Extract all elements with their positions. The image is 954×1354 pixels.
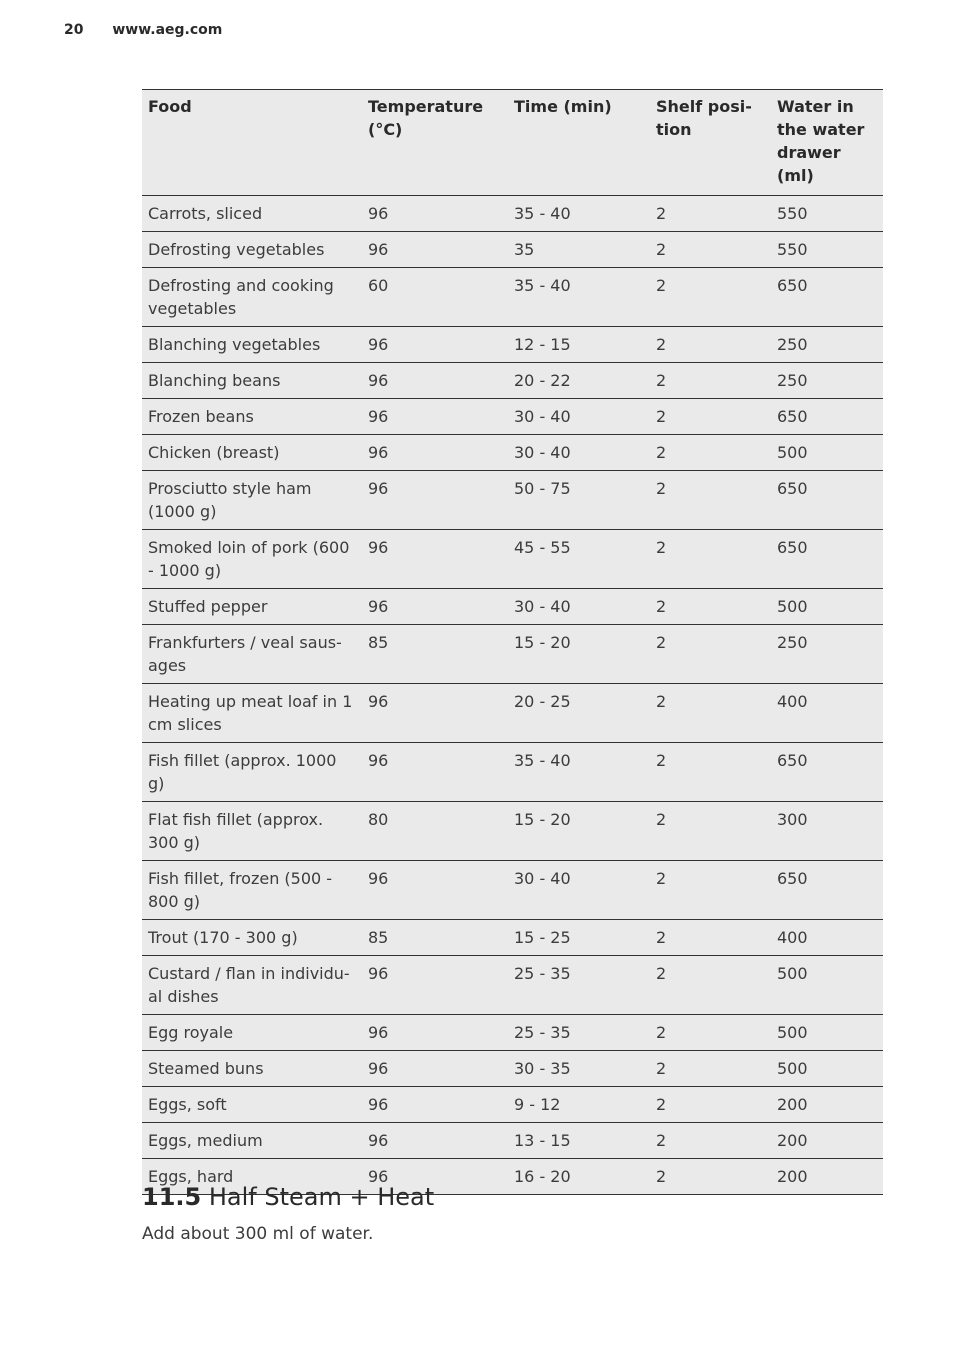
cell-food: Defrosting and cooking vegetables	[148, 276, 334, 318]
table-row	[142, 743, 883, 802]
cell-temperature: 96	[368, 479, 389, 498]
cell-shelf-position: 2	[656, 1131, 667, 1150]
cell-food: Heating up meat loaf in 1 cm slices	[148, 692, 353, 734]
table-row	[142, 1087, 883, 1123]
cell-shelf-position: 2	[656, 479, 667, 498]
cell-time: 15 - 25	[514, 928, 571, 947]
cell-water: 250	[777, 335, 808, 354]
cell-food: Eggs, soft	[148, 1095, 227, 1114]
cell-time: 20 - 22	[514, 371, 571, 390]
cell-temperature: 85	[368, 928, 389, 947]
table-row	[142, 399, 883, 435]
cell-time: 35 - 40	[514, 204, 571, 223]
cell-water: 200	[777, 1095, 808, 1114]
cell-time: 12 - 15	[514, 335, 571, 354]
cell-water: 500	[777, 1023, 808, 1042]
table-row	[142, 1123, 883, 1159]
cell-shelf-position: 2	[656, 964, 667, 983]
cell-water: 400	[777, 692, 808, 711]
cell-time: 50 - 75	[514, 479, 571, 498]
cell-food: Chicken (breast)	[148, 443, 280, 462]
cell-water: 250	[777, 371, 808, 390]
table-row	[142, 861, 883, 920]
cell-shelf-position: 2	[656, 1023, 667, 1042]
column-header-time: Time (min)	[514, 97, 612, 116]
table-row	[142, 684, 883, 743]
cell-water: 500	[777, 597, 808, 616]
column-header-shelf-position: Shelf posi-tion	[656, 97, 752, 139]
table-row	[142, 802, 883, 861]
cell-water: 500	[777, 964, 808, 983]
section-heading	[142, 1183, 434, 1211]
cell-water: 400	[777, 928, 808, 947]
cell-temperature: 96	[368, 1167, 389, 1186]
table-row	[142, 625, 883, 684]
cell-food: Fish fillet, frozen (500 - 800 g)	[148, 869, 333, 911]
cell-food: Eggs, medium	[148, 1131, 263, 1150]
cell-time: 9 - 12	[514, 1095, 561, 1114]
cell-time: 30 - 40	[514, 869, 571, 888]
cell-temperature: 96	[368, 204, 389, 223]
cell-shelf-position: 2	[656, 538, 667, 557]
cell-temperature: 96	[368, 240, 389, 259]
cell-shelf-position: 2	[656, 443, 667, 462]
cell-shelf-position: 2	[656, 204, 667, 223]
cell-time: 13 - 15	[514, 1131, 571, 1150]
cell-food: Frankfurters / veal saus-ages	[148, 633, 342, 675]
cell-food: Prosciutto style ham (1000 g)	[148, 479, 312, 521]
cell-water: 550	[777, 240, 808, 259]
table-header-row	[142, 90, 883, 196]
cell-time: 25 - 35	[514, 964, 571, 983]
food-table	[142, 89, 883, 1195]
cell-food: Custard / flan in individu-al dishes	[148, 964, 350, 1006]
cell-shelf-position: 2	[656, 276, 667, 295]
website-url: www.aeg.com	[112, 22, 223, 38]
cell-temperature: 96	[368, 1095, 389, 1114]
cell-time: 35 - 40	[514, 276, 571, 295]
cell-food: Steamed buns	[148, 1059, 264, 1078]
cell-time: 30 - 40	[514, 597, 571, 616]
column-header-food: Food	[148, 97, 192, 116]
cell-food: Carrots, sliced	[148, 204, 263, 223]
cell-water: 650	[777, 751, 808, 770]
cell-water: 300	[777, 810, 808, 829]
cell-food: Trout (170 - 300 g)	[148, 928, 298, 947]
cell-shelf-position: 2	[656, 335, 667, 354]
cell-temperature: 85	[368, 633, 389, 652]
cell-shelf-position: 2	[656, 633, 667, 652]
cell-water: 500	[777, 443, 808, 462]
cell-shelf-position: 2	[656, 1167, 667, 1186]
cell-time: 20 - 25	[514, 692, 571, 711]
section-number: 11.5	[142, 1183, 202, 1211]
table-row	[142, 327, 883, 363]
table-row	[142, 363, 883, 399]
cell-shelf-position: 2	[656, 371, 667, 390]
column-header-water: Water in the water drawer (ml)	[777, 97, 865, 185]
page-header	[64, 22, 222, 38]
cell-time: 45 - 55	[514, 538, 571, 557]
table-row	[142, 196, 883, 232]
cell-water: 650	[777, 276, 808, 295]
cell-temperature: 96	[368, 538, 389, 557]
cell-shelf-position: 2	[656, 928, 667, 947]
table-body	[142, 196, 883, 1195]
page-number: 20	[64, 22, 84, 38]
section-title: Half Steam + Heat	[208, 1183, 435, 1211]
cell-temperature: 60	[368, 276, 389, 295]
cell-temperature: 96	[368, 869, 389, 888]
cell-water: 200	[777, 1131, 808, 1150]
cell-water: 650	[777, 869, 808, 888]
cell-shelf-position: 2	[656, 751, 667, 770]
cell-shelf-position: 2	[656, 1059, 667, 1078]
table-row	[142, 471, 883, 530]
cell-time: 30 - 35	[514, 1059, 571, 1078]
cell-temperature: 96	[368, 751, 389, 770]
cell-water: 650	[777, 479, 808, 498]
cell-shelf-position: 2	[656, 407, 667, 426]
cell-shelf-position: 2	[656, 240, 667, 259]
cell-shelf-position: 2	[656, 869, 667, 888]
cell-water: 650	[777, 538, 808, 557]
cell-time: 16 - 20	[514, 1167, 571, 1186]
cell-water: 200	[777, 1167, 808, 1186]
cell-food: Flat fish fillet (approx. 300 g)	[148, 810, 324, 852]
cell-time: 15 - 20	[514, 810, 571, 829]
cell-water: 550	[777, 204, 808, 223]
table-row	[142, 1015, 883, 1051]
cell-food: Frozen beans	[148, 407, 254, 426]
table-row	[142, 1051, 883, 1087]
cell-food: Egg royale	[148, 1023, 234, 1042]
cell-shelf-position: 2	[656, 597, 667, 616]
cell-temperature: 96	[368, 597, 389, 616]
cell-shelf-position: 2	[656, 810, 667, 829]
cell-temperature: 80	[368, 810, 389, 829]
cell-food: Blanching beans	[148, 371, 281, 390]
cell-water: 250	[777, 633, 808, 652]
cell-temperature: 96	[368, 964, 389, 983]
cell-temperature: 96	[368, 1023, 389, 1042]
cell-food: Smoked loin of pork (600 - 1000 g)	[148, 538, 350, 580]
cell-time: 35	[514, 240, 535, 259]
column-header-temperature: Temperature (°C)	[368, 97, 484, 139]
cell-temperature: 96	[368, 692, 389, 711]
cell-time: 35 - 40	[514, 751, 571, 770]
cell-temperature: 96	[368, 407, 389, 426]
table-row	[142, 232, 883, 268]
cell-food: Blanching vegetables	[148, 335, 321, 354]
table-row	[142, 435, 883, 471]
table-row	[142, 530, 883, 589]
table-row	[142, 589, 883, 625]
cell-food: Fish fillet (approx. 1000 g)	[148, 751, 337, 793]
cell-water: 500	[777, 1059, 808, 1078]
cell-food: Stuffed pepper	[148, 597, 268, 616]
cell-temperature: 96	[368, 371, 389, 390]
cell-time: 25 - 35	[514, 1023, 571, 1042]
section-text: Add about 300 ml of water.	[142, 1224, 374, 1244]
cell-time: 30 - 40	[514, 443, 571, 462]
table-row	[142, 920, 883, 956]
cell-temperature: 96	[368, 443, 389, 462]
cell-temperature: 96	[368, 1131, 389, 1150]
table-row	[142, 956, 883, 1015]
cell-temperature: 96	[368, 335, 389, 354]
cell-water: 650	[777, 407, 808, 426]
cell-shelf-position: 2	[656, 1095, 667, 1114]
table-row	[142, 268, 883, 327]
cell-time: 30 - 40	[514, 407, 571, 426]
cell-shelf-position: 2	[656, 692, 667, 711]
cell-temperature: 96	[368, 1059, 389, 1078]
cell-food: Eggs, hard	[148, 1167, 234, 1186]
cell-time: 15 - 20	[514, 633, 571, 652]
cell-food: Defrosting vegetables	[148, 240, 325, 259]
